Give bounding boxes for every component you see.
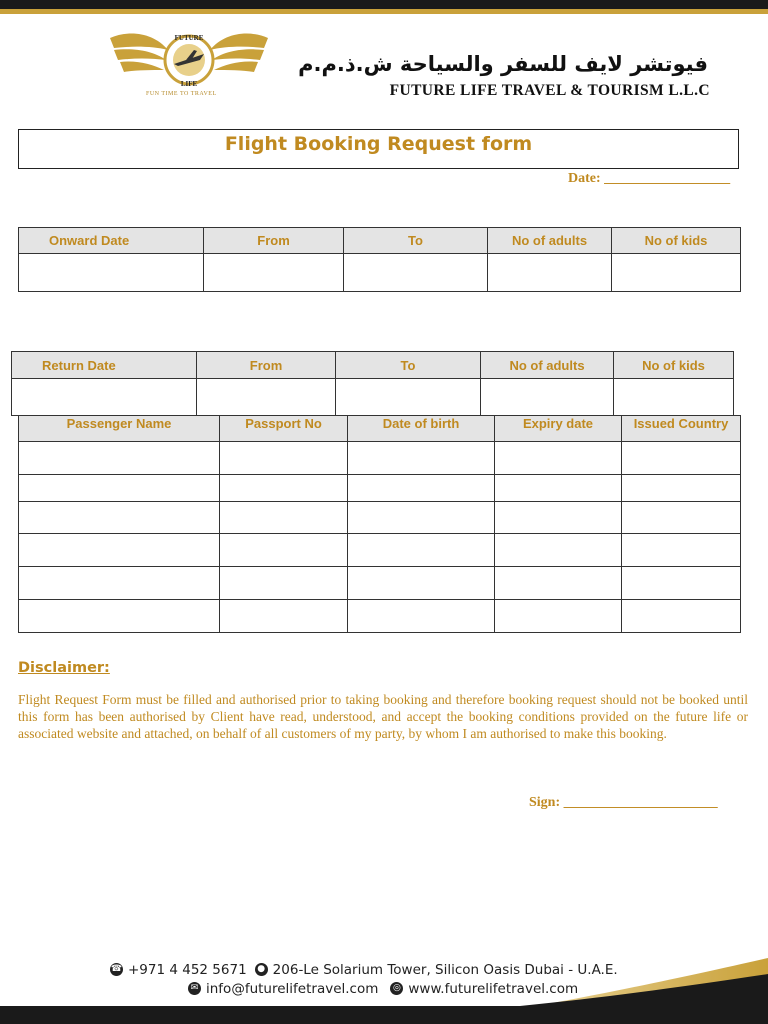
passenger-name-header: Passenger Name bbox=[19, 416, 220, 442]
onward-date-cell[interactable] bbox=[19, 254, 204, 292]
issued-country-header: Issued Country bbox=[622, 416, 741, 442]
passenger-name-cell[interactable] bbox=[19, 442, 220, 475]
issued-country-cell[interactable] bbox=[622, 475, 741, 502]
return-kids-header: No of kids bbox=[614, 352, 734, 379]
expiry-date-header: Expiry date bbox=[495, 416, 622, 442]
passenger-name-cell[interactable] bbox=[19, 502, 220, 534]
globe-icon: ◎ bbox=[390, 982, 403, 995]
return-entry-row bbox=[12, 379, 734, 416]
date-of-birth-cell[interactable] bbox=[348, 502, 495, 534]
passenger-name-cell[interactable] bbox=[19, 600, 220, 633]
location-pin-icon: ● bbox=[255, 963, 268, 976]
expiry-date-cell[interactable] bbox=[495, 442, 622, 475]
table-row bbox=[19, 567, 741, 600]
top-gold-stripe bbox=[0, 9, 768, 14]
expiry-date-cell[interactable] bbox=[495, 600, 622, 633]
passport-no-cell[interactable] bbox=[220, 475, 348, 502]
passenger-name-cell[interactable] bbox=[19, 567, 220, 600]
return-adults-cell[interactable] bbox=[481, 379, 614, 416]
table-row bbox=[19, 600, 741, 633]
disclaimer-text: Flight Request Form must be filled and authorised prior to taking booking and therefore booking request should not be booked until this form has been authorised by Client have read, understood, and accept the booking conditions provided on the future life or associated website and attached, on behalf of all customers of my party, by whom I am authorised to make this booking. bbox=[18, 692, 748, 741]
onward-kids-header: No of kids bbox=[612, 228, 741, 254]
footer-address: 206-Le Solarium Tower, Silicon Oasis Dubai - U.A.E. bbox=[272, 961, 618, 978]
issued-country-cell[interactable] bbox=[622, 567, 741, 600]
date-field[interactable]: Date: __________________ bbox=[568, 171, 731, 186]
table-row bbox=[19, 534, 741, 567]
onward-to-header: To bbox=[344, 228, 488, 254]
onward-adults-cell[interactable] bbox=[488, 254, 612, 292]
onward-from-header: From bbox=[204, 228, 344, 254]
passport-no-cell[interactable] bbox=[220, 502, 348, 534]
date-of-birth-cell[interactable] bbox=[348, 567, 495, 600]
table-row bbox=[19, 475, 741, 502]
return-adults-header: No of adults bbox=[481, 352, 614, 379]
logo-tagline: FUN TIME TO TRAVEL bbox=[146, 91, 217, 97]
company-name: FUTURE LIFE TRAVEL & TOURISM L.L.C bbox=[389, 82, 710, 99]
expiry-date-cell[interactable] bbox=[495, 475, 622, 502]
footer-email[interactable]: info@futurelifetravel.com bbox=[206, 980, 379, 997]
form-title-box bbox=[18, 129, 739, 169]
return-date-header: Return Date bbox=[12, 352, 197, 379]
return-date-cell[interactable] bbox=[12, 379, 197, 416]
passport-no-cell[interactable] bbox=[220, 534, 348, 567]
footer-phone: +971 4 452 5671 bbox=[128, 961, 247, 978]
expiry-date-cell[interactable] bbox=[495, 534, 622, 567]
passport-no-cell[interactable] bbox=[220, 567, 348, 600]
onward-from-cell[interactable] bbox=[204, 254, 344, 292]
passenger-name-cell[interactable] bbox=[19, 475, 220, 502]
footer-decoration bbox=[0, 944, 768, 1024]
issued-country-cell[interactable] bbox=[622, 600, 741, 633]
phone-icon: ☎ bbox=[110, 964, 123, 974]
return-to-header: To bbox=[336, 352, 481, 379]
date-of-birth-cell[interactable] bbox=[348, 534, 495, 567]
passport-no-cell[interactable] bbox=[220, 442, 348, 475]
onward-flight-table bbox=[18, 227, 741, 292]
passport-no-header: Passport No bbox=[220, 416, 348, 442]
logo-text-top: FUTURE bbox=[174, 34, 204, 42]
return-from-header: From bbox=[197, 352, 336, 379]
expiry-date-cell[interactable] bbox=[495, 567, 622, 600]
issued-country-cell[interactable] bbox=[622, 442, 741, 475]
email-icon: ✉ bbox=[188, 982, 201, 995]
form-title: Flight Booking Request form bbox=[224, 133, 533, 155]
issued-country-cell[interactable] bbox=[622, 534, 741, 567]
date-of-birth-cell[interactable] bbox=[348, 475, 495, 502]
onward-to-cell[interactable] bbox=[344, 254, 488, 292]
table-row bbox=[19, 502, 741, 534]
date-of-birth-header: Date of birth bbox=[348, 416, 495, 442]
date-of-birth-cell[interactable] bbox=[348, 442, 495, 475]
top-border-bar bbox=[0, 0, 768, 14]
company-name-arabic: فيوتشر لايف للسفر والسياحة ش.ذ.م.م bbox=[298, 52, 708, 76]
return-to-cell[interactable] bbox=[336, 379, 481, 416]
passport-no-cell[interactable] bbox=[220, 600, 348, 633]
disclaimer-title: Disclaimer: bbox=[18, 660, 110, 676]
issued-country-cell[interactable] bbox=[622, 502, 741, 534]
return-flight-table bbox=[11, 351, 734, 416]
footer-website[interactable]: www.futurelifetravel.com bbox=[408, 980, 579, 997]
date-of-birth-cell[interactable] bbox=[348, 600, 495, 633]
onward-kids-cell[interactable] bbox=[612, 254, 741, 292]
return-from-cell[interactable] bbox=[197, 379, 336, 416]
table-row bbox=[19, 442, 741, 475]
onward-adults-header: No of adults bbox=[488, 228, 612, 254]
onward-date-header: Onward Date bbox=[19, 228, 204, 254]
passenger-table bbox=[18, 415, 741, 633]
expiry-date-cell[interactable] bbox=[495, 502, 622, 534]
passenger-name-cell[interactable] bbox=[19, 534, 220, 567]
onward-entry-row bbox=[19, 254, 741, 292]
logo-text-bottom: LIFE bbox=[180, 80, 198, 88]
signature-field[interactable]: Sign: ______________________ bbox=[529, 795, 718, 810]
return-kids-cell[interactable] bbox=[614, 379, 734, 416]
